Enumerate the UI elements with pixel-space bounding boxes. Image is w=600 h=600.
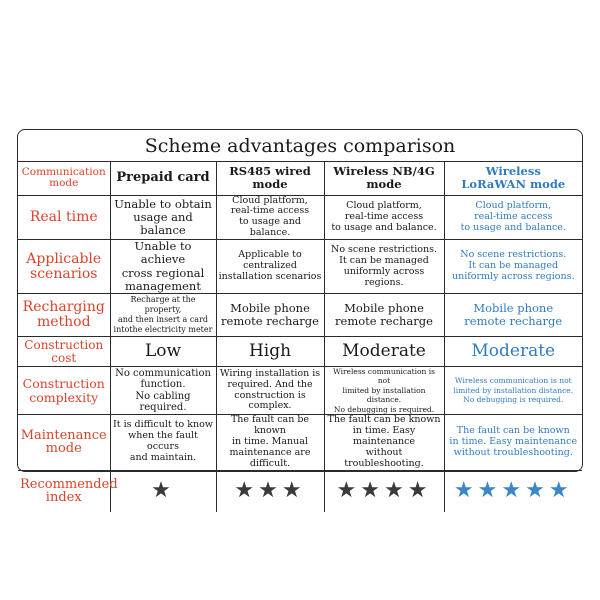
star-icon: ★ (548, 478, 573, 504)
page-title: Scheme advantages comparison (18, 130, 582, 162)
cell-lorawan: Mobile phone remote recharge (444, 294, 582, 337)
header-rs485: RS485 wired mode (216, 162, 324, 195)
header-row (18, 162, 582, 195)
cell-nb4g: Wireless communication is not limited by installation distance. No debugging is required. (324, 367, 444, 415)
table-row (18, 414, 582, 470)
rating-prepaid (110, 470, 216, 512)
star-icon: ★ (281, 478, 306, 504)
table-row (18, 240, 582, 294)
header-nb4g: Wireless NB/4G mode (324, 162, 444, 195)
star-icon: ★ (258, 478, 282, 504)
star-icon: ★ (336, 478, 361, 504)
row-label-construction-cost: Construction cost (18, 337, 110, 367)
table-row (18, 367, 582, 415)
cell-prepaid: Low (110, 337, 216, 367)
table-row (18, 337, 582, 367)
star-icon: ★ (501, 478, 526, 504)
cell-lorawan: No scene restrictions. It can be managed uniformly across regions. (444, 240, 582, 294)
cell-rs485: High (216, 337, 324, 367)
rating-rs485 (216, 470, 324, 512)
cell-nb4g: Moderate (324, 337, 444, 367)
table-row (18, 294, 582, 337)
row-label-recommended-index: Recommended index (18, 470, 110, 512)
star-rating (337, 478, 432, 503)
cell-rs485: Applicable to centralized installation scenarios (216, 240, 324, 294)
cell-rs485: The fault can be known in time. Manual maintenance are difficult. (216, 414, 324, 470)
row-label-recharging-method: Recharging method (18, 294, 110, 337)
comparison-table (18, 162, 582, 512)
header-communication-mode: Communication mode (18, 162, 110, 195)
star-icon: ★ (525, 478, 549, 504)
cell-lorawan: Cloud platform, real-time access to usage and balance. (444, 195, 582, 240)
cell-prepaid: Unable to obtain usage and balance (110, 195, 216, 240)
table-row (18, 470, 582, 512)
star-rating (151, 478, 175, 503)
cell-prepaid: Recharge at the property, and then insert a card intothe electricity meter (110, 294, 216, 337)
star-icon: ★ (360, 478, 384, 504)
header-prepaid-card: Prepaid card (110, 162, 216, 195)
cell-prepaid: Unable to achieve cross regional management (110, 240, 216, 294)
table-row (18, 195, 582, 240)
row-label-applicable-scenarios: Applicable scenarios (18, 240, 110, 294)
cell-rs485: Wiring installation is required. And the construction is complex. (216, 367, 324, 415)
row-label-real-time: Real time (18, 195, 110, 240)
rating-lorawan (444, 470, 582, 512)
cell-rs485: Cloud platform, real-time access to usage and balance. (216, 195, 324, 240)
row-label-maintenance-mode: Maintenance mode (18, 414, 110, 470)
star-rating (454, 478, 573, 503)
cell-nb4g: No scene restrictions. It can be managed uniformly across regions. (324, 240, 444, 294)
cell-prepaid: No communication function. No cabling required. (110, 367, 216, 415)
cell-rs485: Mobile phone remote recharge (216, 294, 324, 337)
comparison-card (17, 129, 583, 506)
cell-lorawan: Wireless communication is not limited by installation distance. No debugging is required. (444, 367, 582, 415)
cell-lorawan: Moderate (444, 337, 582, 367)
cell-nb4g: Cloud platform, real-time access to usage and balance. (324, 195, 444, 240)
star-icon: ★ (477, 478, 502, 504)
star-icon: ★ (453, 478, 478, 504)
star-icon: ★ (407, 478, 432, 504)
rating-nb4g (324, 470, 444, 512)
cell-nb4g: The fault can be known in time. Easy maintenance without troubleshooting. (324, 414, 444, 470)
cell-lorawan: The fault can be known in time. Easy maintenance without troubleshooting. (444, 414, 582, 470)
cell-prepaid: It is difficult to know when the fault occurs and maintain. (110, 414, 216, 470)
star-icon: ★ (151, 478, 175, 504)
header-lorawan: Wireless LoRaWAN mode (444, 162, 582, 195)
cell-nb4g: Mobile phone remote recharge (324, 294, 444, 337)
star-icon: ★ (384, 478, 408, 504)
star-icon: ★ (234, 478, 259, 504)
row-label-construction-complexity: Construction complexity (18, 367, 110, 415)
star-rating (234, 478, 305, 503)
